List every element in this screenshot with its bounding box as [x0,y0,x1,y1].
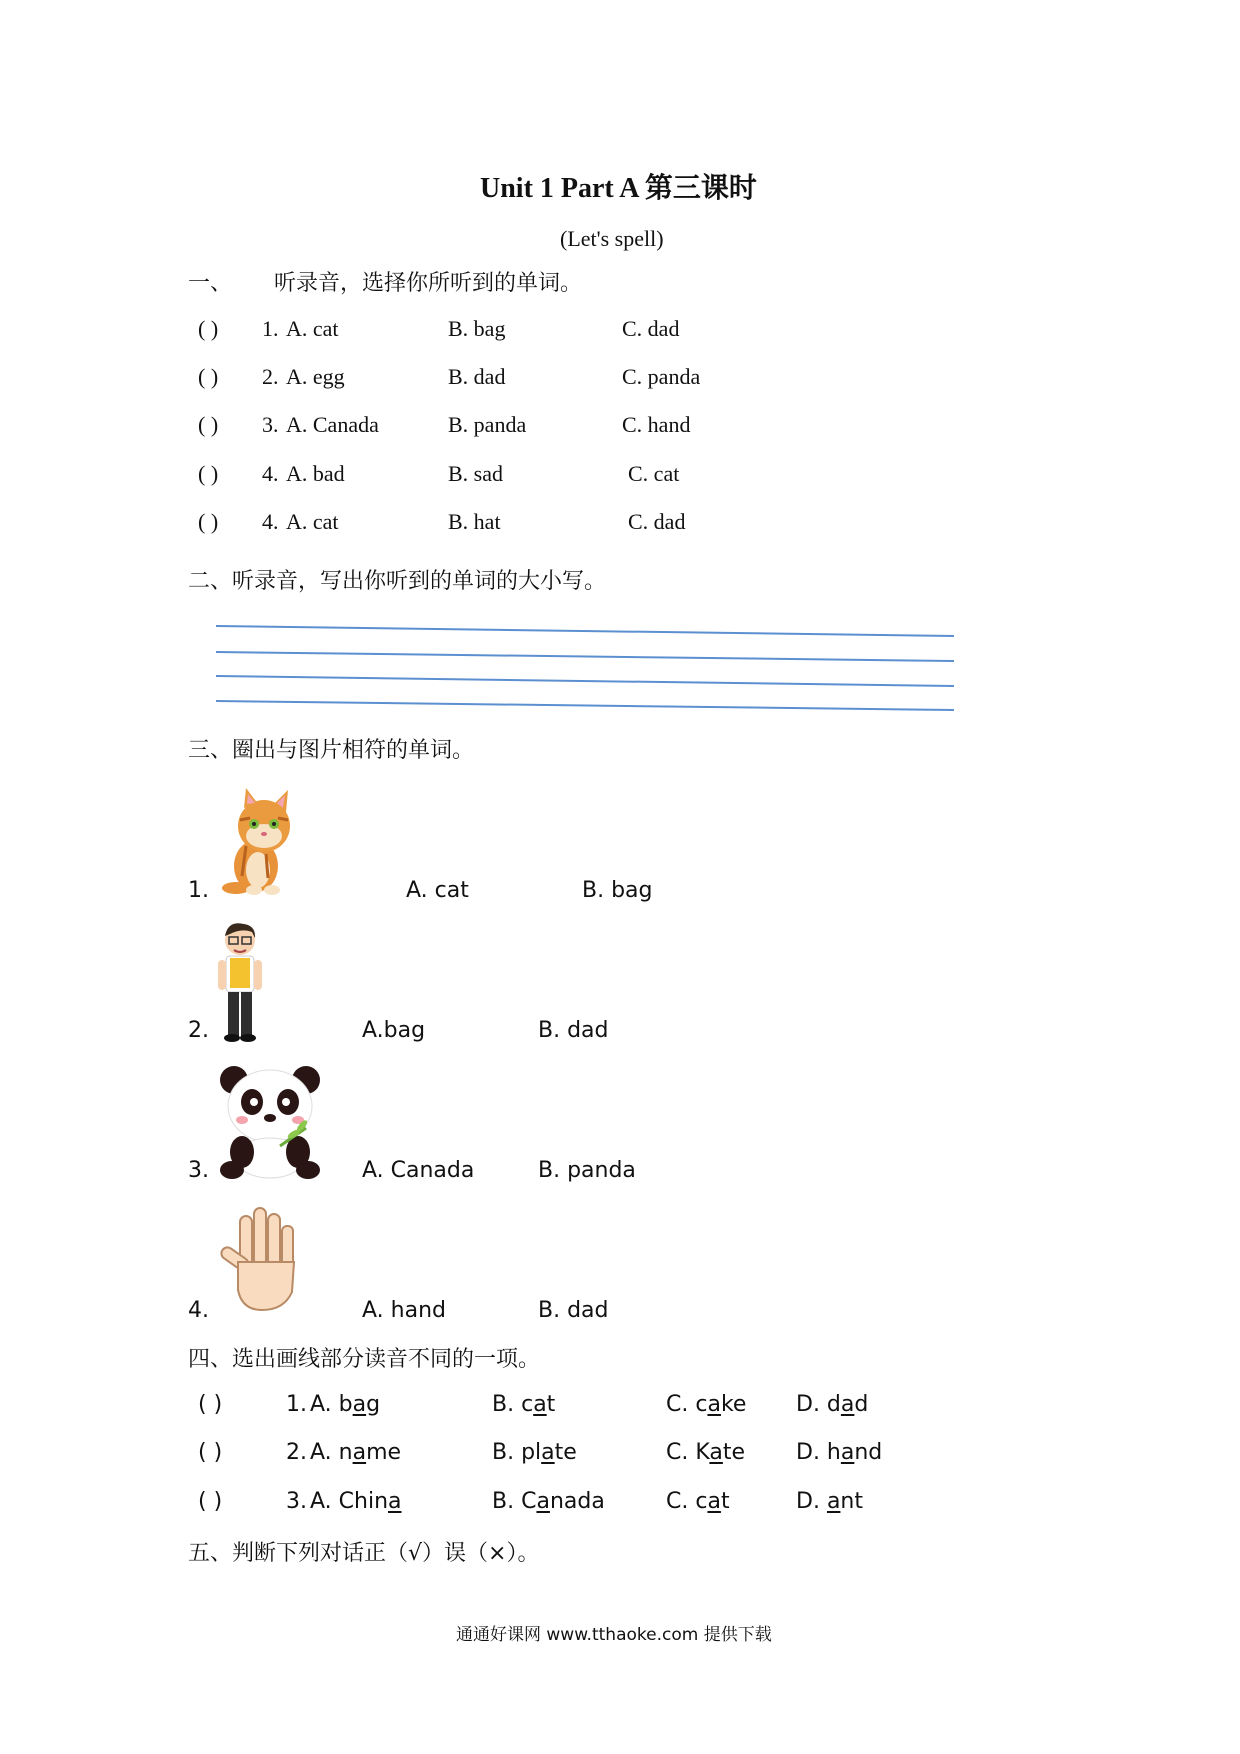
choice-b[interactable]: B. panda [538,1158,636,1183]
option-c: C. cake [666,1392,747,1417]
option-b: B. bag [448,316,506,341]
option-a: A. bag [310,1392,381,1417]
choice-a[interactable]: A. cat [406,878,469,903]
option-c: C. cat [666,1489,730,1514]
option-b: B. dad [448,364,506,389]
writing-line [216,652,954,661]
panda-picture [218,1062,322,1180]
choice-a[interactable]: A. Canada [362,1158,475,1183]
option-c: C. dad [622,316,680,341]
option-c: C. hand [622,412,691,437]
answer-blank[interactable]: ( ) [198,1440,223,1465]
option-c: C. dad [628,509,686,534]
item-number: 4. [262,509,279,534]
answer-blank[interactable]: ( ) [198,461,219,486]
answer-blank[interactable]: ( ) [198,316,219,341]
option-d: D. dad [796,1392,869,1417]
writing-line [216,626,954,636]
option-a: A. egg [286,364,345,389]
page-footer: 通通好课网 www.tthaoke.com 提供下载 [456,1625,772,1645]
hand-picture [218,1206,306,1314]
section2-heading: 二、听录音，写出你听到的单词的大小写。 [188,569,607,594]
page-subtitle: (Let's spell) [560,226,664,251]
item-number: 1. [262,316,279,341]
option-a: A. cat [286,316,339,341]
item-number: 2. [286,1440,307,1465]
item-number: 1. [286,1392,307,1417]
option-c: C. Kate [666,1440,746,1465]
answer-blank[interactable]: ( ) [198,412,219,437]
option-a: A. name [310,1440,402,1465]
choice-b[interactable]: B. bag [582,878,653,903]
item-number: 2. [262,364,279,389]
option-c: C. panda [622,364,701,389]
item-number: 3. [188,1158,209,1183]
choice-b[interactable]: B. dad [538,1018,609,1043]
writing-line [216,701,954,710]
option-b: B. Canada [492,1489,605,1514]
man-picture [214,920,274,1044]
option-b: B. cat [492,1392,556,1417]
section5-heading: 五、判断下列对话正（√）误（×）。 [188,1541,540,1566]
answer-blank[interactable]: ( ) [198,509,219,534]
choice-a[interactable]: A.bag [362,1018,426,1043]
option-a: A. China [310,1489,402,1514]
option-d: D. ant [796,1489,863,1514]
option-d: D. hand [796,1440,883,1465]
item-number: 1. [188,878,209,903]
cat-picture [216,786,306,896]
option-c: C. cat [628,461,680,486]
choice-a[interactable]: A. hand [362,1298,446,1323]
page-title: Unit 1 Part A 第三课时 [480,173,757,204]
item-number: 3. [262,412,279,437]
item-number: 3. [286,1489,307,1514]
choice-b[interactable]: B. dad [538,1298,609,1323]
answer-blank[interactable]: ( ) [198,364,219,389]
section4-heading: 四、选出画线部分读音不同的一项。 [188,1347,541,1372]
option-b: B. plate [492,1440,577,1465]
item-number: 4. [262,461,279,486]
item-number: 2. [188,1018,209,1043]
section3-heading: 三、圈出与图片相符的单词。 [188,738,475,763]
option-b: B. sad [448,461,503,486]
writing-line [216,676,954,686]
option-a: A. Canada [286,412,379,437]
option-a: A. cat [286,509,339,534]
option-a: A. bad [286,461,345,486]
answer-blank[interactable]: ( ) [198,1489,223,1514]
item-number: 4. [188,1298,209,1323]
option-b: B. panda [448,412,527,437]
section1-number: 一、 [188,271,233,296]
option-b: B. hat [448,509,501,534]
section1-heading: 听录音，选择你所听到的单词。 [274,271,583,296]
answer-blank[interactable]: ( ) [198,1392,223,1417]
